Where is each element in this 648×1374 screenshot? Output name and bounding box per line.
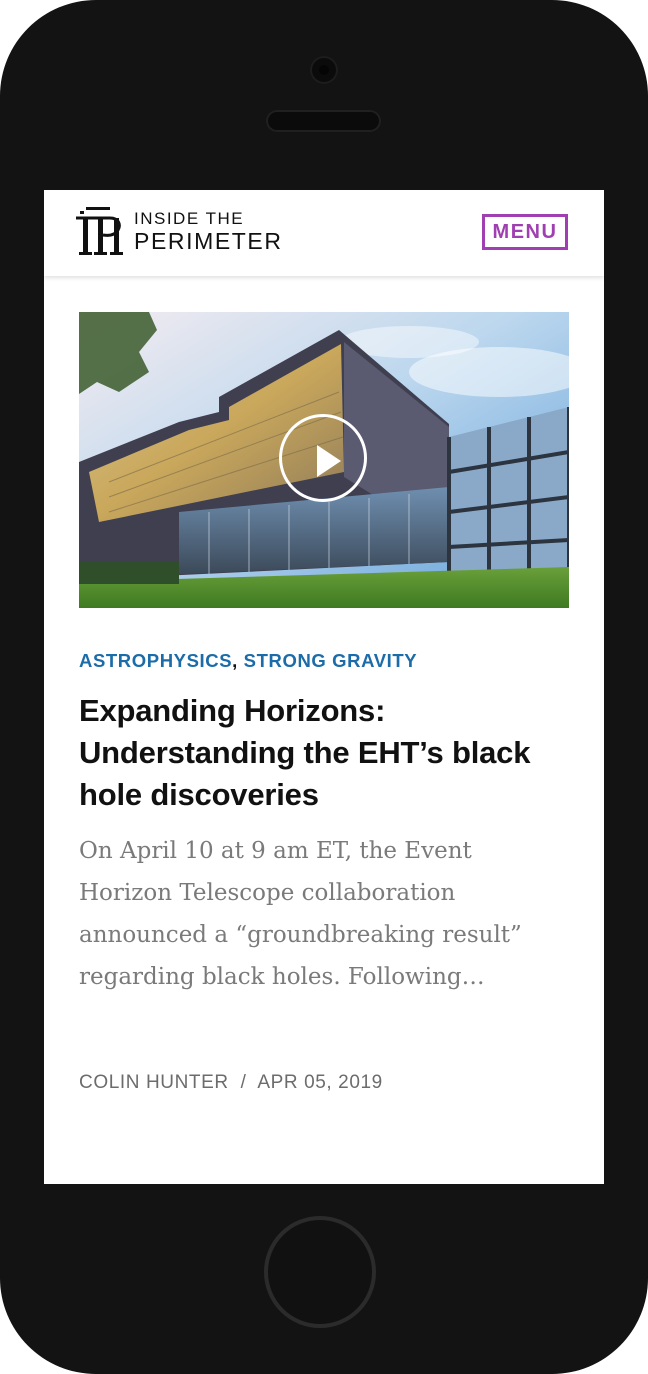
- meta-separator: /: [240, 1072, 247, 1093]
- logo-line-2: PERIMETER: [134, 227, 283, 254]
- category-link-astrophysics[interactable]: ASTROPHYSICS: [79, 650, 233, 671]
- article-categories: [79, 650, 417, 672]
- logo-wordmark: [134, 210, 283, 253]
- article-excerpt: On April 10 at 9 am ET, the Event Horizon Telescope collaboration announced a “groundbreaking result” regarding black holes. Following…: [79, 838, 522, 990]
- pi-logo-icon: [74, 205, 124, 257]
- article-hero-image[interactable]: [79, 312, 569, 608]
- menu-button[interactable]: MENU: [482, 214, 568, 250]
- article-meta: [79, 1072, 383, 1094]
- site-logo[interactable]: [74, 204, 283, 258]
- article-date: APR 05, 2019: [257, 1072, 383, 1093]
- play-video-button[interactable]: [279, 414, 367, 502]
- front-camera: [310, 56, 338, 84]
- earpiece-speaker: [266, 110, 381, 132]
- article-title[interactable]: Expanding Horizons: Understanding the EHT’s black hole discoveries: [79, 693, 531, 812]
- play-icon: [317, 445, 341, 477]
- logo-line-1: INSIDE THE: [134, 208, 245, 228]
- category-link-strong-gravity[interactable]: STRONG GRAVITY: [243, 650, 418, 671]
- home-button[interactable]: [264, 1216, 376, 1328]
- article-author[interactable]: COLIN HUNTER: [79, 1072, 229, 1093]
- screen: [44, 190, 604, 1184]
- site-header: [44, 190, 604, 276]
- category-separator: ,: [232, 650, 238, 671]
